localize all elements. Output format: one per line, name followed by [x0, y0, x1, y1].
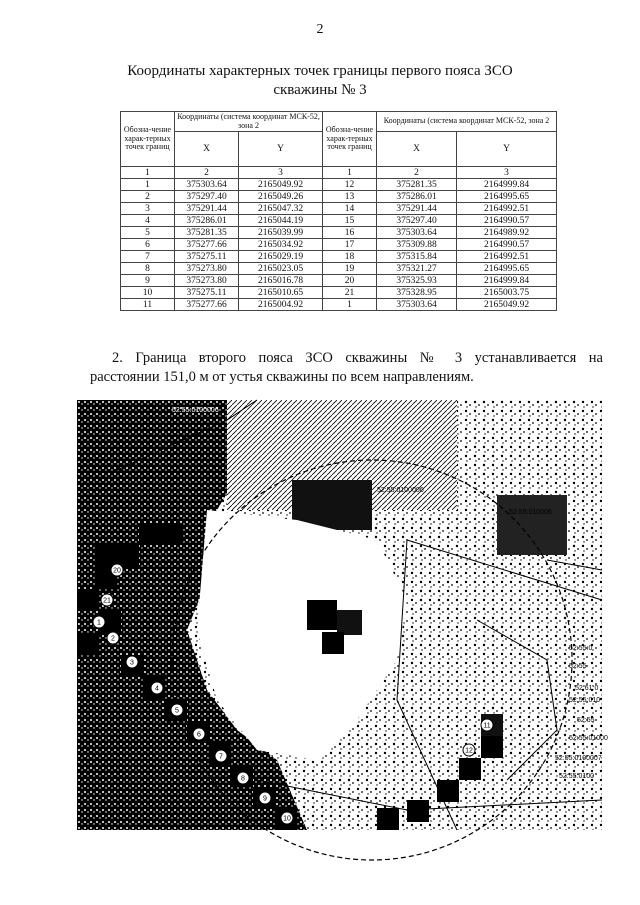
point-marker-label: 2: [111, 635, 115, 643]
point-marker-label: 1: [97, 619, 101, 627]
point-id: 19: [323, 263, 377, 275]
point-id: 15: [323, 215, 377, 227]
point-id: 16: [323, 227, 377, 239]
map-label: 52:55: [569, 663, 587, 670]
point-id: 9: [121, 275, 175, 287]
table-row: [121, 275, 557, 287]
x-value: 375315.84: [377, 251, 457, 263]
column-number: 2: [175, 167, 239, 179]
y-value: 2164995.65: [457, 263, 557, 275]
zone-map-svg: [77, 400, 608, 830]
x-value: 375303.64: [377, 299, 457, 311]
point-marker-label: 9: [263, 795, 267, 803]
table-row: [121, 287, 557, 299]
point-id: 18: [323, 251, 377, 263]
x-value: 375297.40: [377, 215, 457, 227]
coordinates-table: [120, 111, 557, 311]
x-value: 375303.64: [175, 179, 239, 191]
x-value: 375291.44: [175, 203, 239, 215]
y-header: Y: [457, 132, 557, 167]
x-value: 375277.66: [175, 299, 239, 311]
column-number: 1: [121, 167, 175, 179]
column-number: 1: [323, 167, 377, 179]
x-value: 375303.64: [377, 227, 457, 239]
y-value: 2164992.51: [457, 251, 557, 263]
building-block: [497, 495, 567, 555]
point-marker-label: 7: [219, 753, 223, 761]
y-value: 2165047.32: [239, 203, 323, 215]
map-label: 52:55:0100007: [555, 755, 602, 762]
x-value: 375281.35: [175, 227, 239, 239]
y-value: 2165029.19: [239, 251, 323, 263]
page-title: [0, 62, 640, 100]
table-row: [121, 179, 557, 191]
x-value: 375297.40: [175, 191, 239, 203]
point-id: 21: [323, 287, 377, 299]
column-number-row: [121, 167, 557, 179]
table-row: [121, 299, 557, 311]
y-value: 2165016.78: [239, 275, 323, 287]
x-value: 375273.80: [175, 275, 239, 287]
x-value: 375275.11: [175, 251, 239, 263]
point-marker-label: 8: [241, 775, 245, 783]
point-id: 12: [323, 179, 377, 191]
point-marker-label: 21: [103, 597, 111, 605]
y-value: 2165023.05: [239, 263, 323, 275]
y-value: 2165039.99: [239, 227, 323, 239]
point-id: 14: [323, 203, 377, 215]
paragraph-line-2: расстоянии 151,0 м от устья скважины по всем направлениям.: [90, 369, 474, 385]
table-row: [121, 227, 557, 239]
point-id: 2: [121, 191, 175, 203]
point-id: 3: [121, 203, 175, 215]
y-value: 2165004.92: [239, 299, 323, 311]
y-value: 2164992.51: [457, 203, 557, 215]
point-id: 17: [323, 239, 377, 251]
zone-map-image: [77, 400, 608, 830]
y-value: 2165049.92: [457, 299, 557, 311]
paragraph-line-1: 2. Граница второго пояса ЗСО скважины № 3 устанавливается на: [112, 350, 603, 366]
map-label: 52:61:0: [575, 685, 599, 692]
map-label: 52:55:0100006: [172, 407, 219, 414]
title-line-1: Координаты характерных точек границы первого пояса ЗСО: [127, 63, 513, 79]
y-value: 2164995.65: [457, 191, 557, 203]
y-value: 2164990.57: [457, 215, 557, 227]
y-value: 2164999.84: [457, 275, 557, 287]
y-value: 2164999.84: [457, 179, 557, 191]
table-row: [121, 215, 557, 227]
point-id: 8: [121, 263, 175, 275]
map-label: 52:55:010: [569, 697, 601, 704]
point-id: 7: [121, 251, 175, 263]
x-value: 375328.95: [377, 287, 457, 299]
x-value: 375321.27: [377, 263, 457, 275]
point-marker-label: 6: [197, 731, 201, 739]
title-line-2: скважины № 3: [273, 82, 367, 98]
table-row: [121, 239, 557, 251]
y-value: 2165010.65: [239, 287, 323, 299]
map-label: 52:55:0100: [559, 773, 595, 780]
table-row: [121, 251, 557, 263]
point-id: 4: [121, 215, 175, 227]
page-number: 2: [316, 22, 324, 37]
table-row: [121, 263, 557, 275]
y-header: Y: [239, 132, 323, 167]
map-label: 52:55:010006: [509, 509, 552, 516]
coords-header: Координаты (система координат МСК-52, зона 2: [175, 112, 323, 132]
x-value: 375325.93: [377, 275, 457, 287]
point-header: Обозна-чение харак-терных точек границ: [323, 112, 377, 167]
point-marker-label: 5: [175, 707, 179, 715]
x-value: 375309.88: [377, 239, 457, 251]
point-marker-label: 12: [465, 747, 473, 755]
map-label: 52:55:0: [569, 645, 593, 652]
point-marker-label: 4: [155, 685, 159, 693]
x-header: X: [377, 132, 457, 167]
x-value: 375275.11: [175, 287, 239, 299]
column-number: 3: [457, 167, 557, 179]
point-marker-label: 11: [483, 722, 491, 730]
point-id: 6: [121, 239, 175, 251]
column-number: 3: [239, 167, 323, 179]
x-value: 375286.01: [377, 191, 457, 203]
x-header: X: [175, 132, 239, 167]
point-id: 10: [121, 287, 175, 299]
point-id: 1: [121, 179, 175, 191]
x-value: 375277.66: [175, 239, 239, 251]
table-header-row: [121, 112, 557, 132]
x-value: 375273.80: [175, 263, 239, 275]
table-row: [121, 191, 557, 203]
y-value: 2164990.57: [457, 239, 557, 251]
table-row: [121, 203, 557, 215]
map-label: 52:55: [577, 717, 595, 724]
map-label: 52:55:01000: [569, 735, 608, 742]
map-label: 52:55:0100006: [377, 487, 424, 494]
point-marker-label: 10: [283, 815, 291, 823]
x-value: 375281.35: [377, 179, 457, 191]
point-id: 13: [323, 191, 377, 203]
y-value: 2164989.92: [457, 227, 557, 239]
y-value: 2165049.26: [239, 191, 323, 203]
y-value: 2165044.19: [239, 215, 323, 227]
point-marker-label: 3: [130, 659, 134, 667]
x-value: 375286.01: [175, 215, 239, 227]
y-value: 2165003.75: [457, 287, 557, 299]
point-id: 11: [121, 299, 175, 311]
point-id: 20: [323, 275, 377, 287]
y-value: 2165049.92: [239, 179, 323, 191]
point-marker-label: 20: [113, 567, 121, 575]
point-id: 5: [121, 227, 175, 239]
point-id: 1: [323, 299, 377, 311]
second-zone-paragraph: [90, 349, 603, 387]
y-value: 2165034.92: [239, 239, 323, 251]
column-number: 2: [377, 167, 457, 179]
coords-header: Координаты (система координат МСК-52, зона 2: [377, 112, 557, 132]
point-header: Обозна-чение харак-терных точек границ: [121, 112, 175, 167]
x-value: 375291.44: [377, 203, 457, 215]
